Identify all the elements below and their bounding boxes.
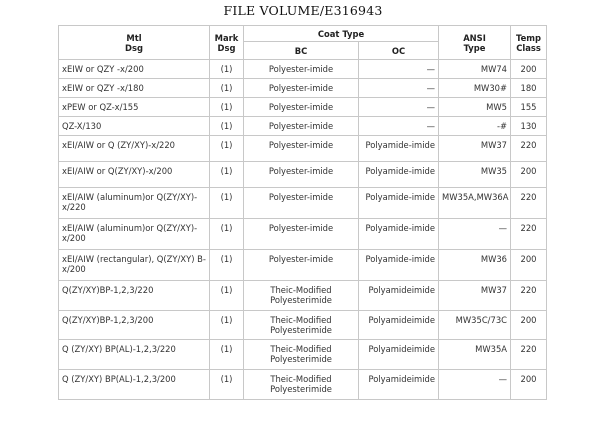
cell-mark-dsg: (1) — [210, 281, 244, 311]
cell-oc: Polyamideimide — [359, 370, 439, 400]
cell-oc: Polyamide-imide — [359, 162, 439, 188]
file-volume-table — [58, 25, 547, 400]
table-row — [59, 162, 547, 188]
cell-ansi-type: MW36 — [439, 250, 511, 281]
cell-ansi-type: — — [439, 219, 511, 250]
cell-mark-dsg: (1) — [210, 162, 244, 188]
cell-oc: Polyamide-imide — [359, 136, 439, 162]
cell-temp-class: 200 — [511, 370, 547, 400]
table-row — [59, 281, 547, 311]
header-oc: OC — [359, 42, 439, 60]
table-row — [59, 250, 547, 281]
cell-mark-dsg: (1) — [210, 98, 244, 117]
cell-temp-class: 200 — [511, 311, 547, 340]
cell-oc: — — [359, 98, 439, 117]
cell-oc: Polyamideimide — [359, 311, 439, 340]
cell-temp-class: 155 — [511, 98, 547, 117]
header-mark-dsg-label: Dsg — [217, 42, 236, 53]
header-mark-dsg — [210, 26, 244, 60]
table-row — [59, 60, 547, 79]
cell-mtl-dsg: Q (ZY/XY) BP(AL)-1,2,3/200 — [59, 370, 210, 400]
cell-mark-dsg: (1) — [210, 79, 244, 98]
cell-bc: Theic-Modified Polyesterimide — [244, 311, 359, 340]
cell-bc: Theic-Modified Polyesterimide — [244, 340, 359, 370]
cell-bc: Polyester-imide — [244, 79, 359, 98]
cell-mtl-dsg: Q(ZY/XY)BP-1,2,3/200 — [59, 311, 210, 340]
header-mtl-dsg — [59, 26, 210, 60]
cell-mtl-dsg: xPEW or QZ-x/155 — [59, 98, 210, 117]
table-row — [59, 98, 547, 117]
header-coat-type: Coat Type — [244, 26, 439, 42]
header-temp-class — [511, 26, 547, 60]
cell-mark-dsg: (1) — [210, 370, 244, 400]
cell-oc: — — [359, 60, 439, 79]
cell-mark-dsg: (1) — [210, 250, 244, 281]
cell-temp-class: 220 — [511, 188, 547, 219]
table-row — [59, 117, 547, 136]
header-ansi-type-label: Type — [463, 42, 486, 53]
cell-ansi-type: MW5 — [439, 98, 511, 117]
cell-mark-dsg: (1) — [210, 340, 244, 370]
cell-oc: Polyamide-imide — [359, 219, 439, 250]
cell-ansi-type: MW35A — [439, 340, 511, 370]
cell-mark-dsg: (1) — [210, 60, 244, 79]
cell-temp-class: 220 — [511, 136, 547, 162]
cell-oc: Polyamide-imide — [359, 250, 439, 281]
cell-mtl-dsg: xEI/AIW or Q(ZY/XY)-x/200 — [59, 162, 210, 188]
cell-ansi-type: — — [439, 370, 511, 400]
cell-ansi-type: -# — [439, 117, 511, 136]
cell-temp-class: 180 — [511, 79, 547, 98]
cell-temp-class: 200 — [511, 60, 547, 79]
cell-bc: Polyester-imide — [244, 219, 359, 250]
cell-mark-dsg: (1) — [210, 136, 244, 162]
table-row — [59, 136, 547, 162]
header-temp: Temp — [516, 32, 542, 43]
header-temp-class-label: Class — [516, 42, 541, 53]
header-mtl-dsg-label: Dsg — [125, 42, 143, 53]
cell-oc: Polyamideimide — [359, 340, 439, 370]
cell-ansi-type: MW74 — [439, 60, 511, 79]
table-body — [59, 60, 547, 400]
header-ansi-type — [439, 26, 511, 60]
cell-mtl-dsg: Q(ZY/XY)BP-1,2,3/220 — [59, 281, 210, 311]
cell-bc: Polyester-imide — [244, 98, 359, 117]
table-row — [59, 219, 547, 250]
cell-bc: Theic-Modified Polyesterimide — [244, 370, 359, 400]
cell-mark-dsg: (1) — [210, 188, 244, 219]
cell-ansi-type: MW37 — [439, 281, 511, 311]
table-row — [59, 311, 547, 340]
cell-bc: Polyester-imide — [244, 162, 359, 188]
cell-ansi-type: MW35A,MW36A — [439, 188, 511, 219]
cell-mtl-dsg: QZ-X/130 — [59, 117, 210, 136]
cell-mtl-dsg: xEI/AIW (rectangular), Q(ZY/XY) B-x/200 — [59, 250, 210, 281]
cell-bc: Theic-Modified Polyesterimide — [244, 281, 359, 311]
cell-oc: — — [359, 79, 439, 98]
header-bc: BC — [244, 42, 359, 60]
page-title: FILE VOLUME/E316943 — [223, 3, 383, 18]
header-mark: Mark — [214, 32, 239, 43]
header-ansi: ANSI — [463, 32, 486, 43]
cell-ansi-type: MW30# — [439, 79, 511, 98]
cell-mark-dsg: (1) — [210, 311, 244, 340]
cell-bc: Polyester-imide — [244, 136, 359, 162]
cell-oc: — — [359, 117, 439, 136]
cell-temp-class: 220 — [511, 340, 547, 370]
table-row — [59, 370, 547, 400]
header-mtl: Mtl — [126, 32, 142, 43]
cell-temp-class: 200 — [511, 250, 547, 281]
cell-oc: Polyamide-imide — [359, 188, 439, 219]
cell-temp-class: 130 — [511, 117, 547, 136]
cell-mtl-dsg: xEI/AIW (aluminum)or Q(ZY/XY)-x/220 — [59, 188, 210, 219]
cell-mtl-dsg: Q (ZY/XY) BP(AL)-1,2,3/220 — [59, 340, 210, 370]
cell-bc: Polyester-imide — [244, 250, 359, 281]
cell-mtl-dsg: xEIW or QZY -x/200 — [59, 60, 210, 79]
cell-temp-class: 200 — [511, 162, 547, 188]
cell-mark-dsg: (1) — [210, 117, 244, 136]
cell-mtl-dsg: xEI/AIW or Q (ZY/XY)-x/220 — [59, 136, 210, 162]
cell-mtl-dsg: xEIW or QZY -x/180 — [59, 79, 210, 98]
cell-ansi-type: MW37 — [439, 136, 511, 162]
cell-mark-dsg: (1) — [210, 219, 244, 250]
table-row — [59, 79, 547, 98]
cell-bc: Polyester-imide — [244, 60, 359, 79]
cell-bc: Polyester-imide — [244, 117, 359, 136]
cell-temp-class: 220 — [511, 281, 547, 311]
cell-ansi-type: MW35 — [439, 162, 511, 188]
table-row — [59, 188, 547, 219]
cell-bc: Polyester-imide — [244, 188, 359, 219]
table-row — [59, 340, 547, 370]
cell-mtl-dsg: xEI/AIW (aluminum)or Q(ZY/XY)-x/200 — [59, 219, 210, 250]
cell-ansi-type: MW35C/73C — [439, 311, 511, 340]
cell-temp-class: 220 — [511, 219, 547, 250]
cell-oc: Polyamideimide — [359, 281, 439, 311]
